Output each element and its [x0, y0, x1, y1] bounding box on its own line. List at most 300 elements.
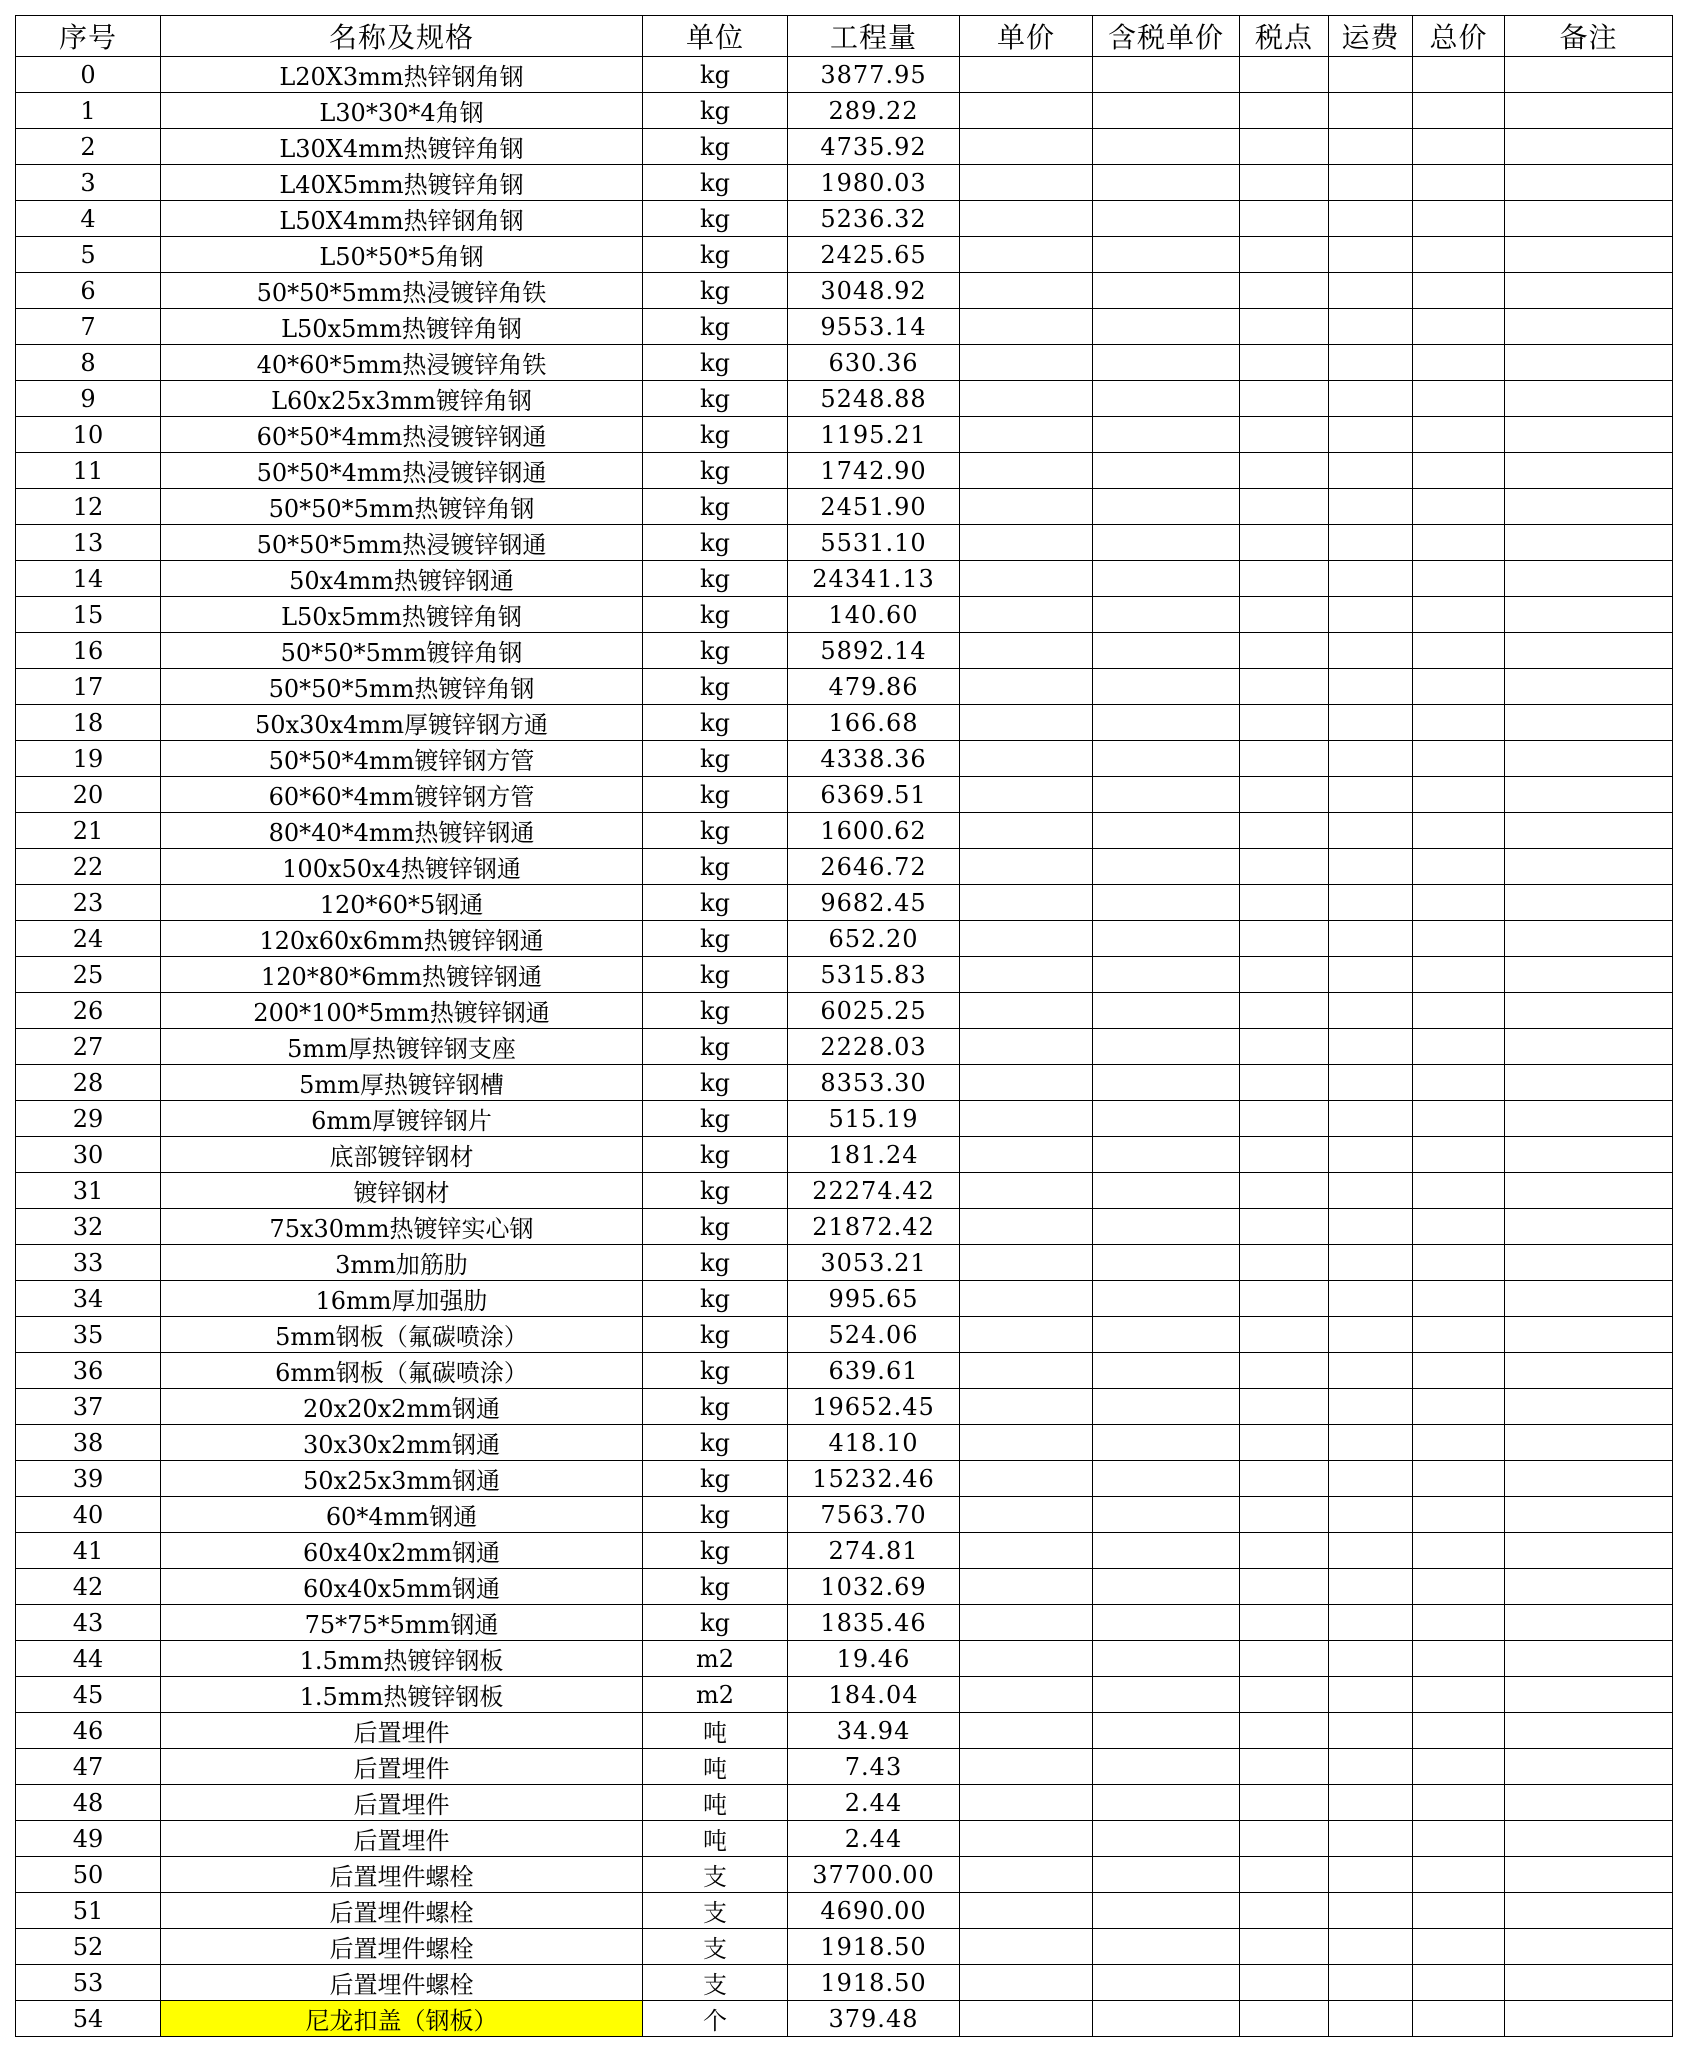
- cell-tax-rate[interactable]: [1240, 1425, 1329, 1461]
- cell-tax-rate[interactable]: [1240, 57, 1329, 93]
- cell-quantity[interactable]: 15232.46: [788, 1461, 960, 1497]
- cell-quantity[interactable]: 524.06: [788, 1317, 960, 1353]
- cell-unit-price[interactable]: [960, 165, 1093, 201]
- cell-no[interactable]: 28: [16, 1065, 161, 1101]
- cell-name[interactable]: 50*50*5mm镀锌角钢: [161, 633, 643, 669]
- cell-total[interactable]: [1413, 1749, 1505, 1785]
- cell-no[interactable]: 11: [16, 453, 161, 489]
- cell-freight[interactable]: [1329, 705, 1413, 741]
- cell-total[interactable]: [1413, 417, 1505, 453]
- cell-unit-price[interactable]: [960, 1785, 1093, 1821]
- cell-remarks[interactable]: [1505, 273, 1673, 309]
- cell-freight[interactable]: [1329, 1029, 1413, 1065]
- cell-quantity[interactable]: 274.81: [788, 1533, 960, 1569]
- cell-tax-unit-price[interactable]: [1093, 705, 1240, 741]
- cell-tax-rate[interactable]: [1240, 561, 1329, 597]
- cell-unit[interactable]: kg: [643, 633, 788, 669]
- cell-unit[interactable]: 吨: [643, 1749, 788, 1785]
- cell-no[interactable]: 20: [16, 777, 161, 813]
- cell-total[interactable]: [1413, 813, 1505, 849]
- cell-tax-rate[interactable]: [1240, 1893, 1329, 1929]
- cell-no[interactable]: 3: [16, 165, 161, 201]
- cell-unit-price[interactable]: [960, 1065, 1093, 1101]
- cell-quantity[interactable]: 2425.65: [788, 237, 960, 273]
- cell-remarks[interactable]: [1505, 381, 1673, 417]
- cell-tax-unit-price[interactable]: [1093, 2001, 1240, 2037]
- cell-tax-unit-price[interactable]: [1093, 525, 1240, 561]
- cell-quantity[interactable]: 639.61: [788, 1353, 960, 1389]
- cell-unit[interactable]: kg: [643, 345, 788, 381]
- cell-quantity[interactable]: 1742.90: [788, 453, 960, 489]
- cell-name[interactable]: 5mm厚热镀锌钢支座: [161, 1029, 643, 1065]
- cell-freight[interactable]: [1329, 1893, 1413, 1929]
- cell-freight[interactable]: [1329, 1605, 1413, 1641]
- cell-tax-unit-price[interactable]: [1093, 1281, 1240, 1317]
- cell-total[interactable]: [1413, 1785, 1505, 1821]
- cell-name[interactable]: 75x30mm热镀锌实心钢: [161, 1209, 643, 1245]
- cell-name[interactable]: 50*50*4mm热浸镀锌钢通: [161, 453, 643, 489]
- cell-unit-price[interactable]: [960, 1569, 1093, 1605]
- cell-remarks[interactable]: [1505, 1137, 1673, 1173]
- cell-total[interactable]: [1413, 777, 1505, 813]
- cell-tax-rate[interactable]: [1240, 1857, 1329, 1893]
- cell-unit-price[interactable]: [960, 921, 1093, 957]
- cell-unit[interactable]: kg: [643, 1353, 788, 1389]
- cell-name[interactable]: L50X4mm热锌钢角钢: [161, 201, 643, 237]
- cell-tax-unit-price[interactable]: [1093, 1497, 1240, 1533]
- cell-no[interactable]: 39: [16, 1461, 161, 1497]
- cell-quantity[interactable]: 2.44: [788, 1785, 960, 1821]
- cell-no[interactable]: 26: [16, 993, 161, 1029]
- cell-freight[interactable]: [1329, 921, 1413, 957]
- cell-no[interactable]: 15: [16, 597, 161, 633]
- cell-unit[interactable]: kg: [643, 1605, 788, 1641]
- cell-quantity[interactable]: 34.94: [788, 1713, 960, 1749]
- cell-unit-price[interactable]: [960, 705, 1093, 741]
- cell-quantity[interactable]: 4338.36: [788, 741, 960, 777]
- cell-name[interactable]: L50x5mm热镀锌角钢: [161, 309, 643, 345]
- cell-no[interactable]: 21: [16, 813, 161, 849]
- cell-remarks[interactable]: [1505, 1857, 1673, 1893]
- cell-remarks[interactable]: [1505, 597, 1673, 633]
- cell-tax-rate[interactable]: [1240, 345, 1329, 381]
- cell-freight[interactable]: [1329, 1461, 1413, 1497]
- cell-unit-price[interactable]: [960, 1677, 1093, 1713]
- cell-total[interactable]: [1413, 1389, 1505, 1425]
- cell-total[interactable]: [1413, 561, 1505, 597]
- cell-tax-unit-price[interactable]: [1093, 1389, 1240, 1425]
- cell-tax-rate[interactable]: [1240, 957, 1329, 993]
- cell-remarks[interactable]: [1505, 1281, 1673, 1317]
- cell-unit-price[interactable]: [960, 1641, 1093, 1677]
- cell-unit-price[interactable]: [960, 849, 1093, 885]
- cell-tax-rate[interactable]: [1240, 1065, 1329, 1101]
- cell-freight[interactable]: [1329, 1713, 1413, 1749]
- cell-unit[interactable]: kg: [643, 957, 788, 993]
- cell-freight[interactable]: [1329, 1101, 1413, 1137]
- cell-name[interactable]: 后置埋件: [161, 1821, 643, 1857]
- cell-no[interactable]: 33: [16, 1245, 161, 1281]
- cell-unit-price[interactable]: [960, 1893, 1093, 1929]
- cell-total[interactable]: [1413, 309, 1505, 345]
- cell-tax-unit-price[interactable]: [1093, 1461, 1240, 1497]
- cell-tax-unit-price[interactable]: [1093, 813, 1240, 849]
- cell-tax-unit-price[interactable]: [1093, 1137, 1240, 1173]
- cell-quantity[interactable]: 1980.03: [788, 165, 960, 201]
- cell-tax-rate[interactable]: [1240, 453, 1329, 489]
- cell-remarks[interactable]: [1505, 813, 1673, 849]
- cell-unit-price[interactable]: [960, 129, 1093, 165]
- cell-unit-price[interactable]: [960, 1533, 1093, 1569]
- cell-freight[interactable]: [1329, 1281, 1413, 1317]
- cell-tax-unit-price[interactable]: [1093, 381, 1240, 417]
- cell-quantity[interactable]: 1600.62: [788, 813, 960, 849]
- cell-no[interactable]: 16: [16, 633, 161, 669]
- cell-quantity[interactable]: 3048.92: [788, 273, 960, 309]
- cell-freight[interactable]: [1329, 417, 1413, 453]
- cell-total[interactable]: [1413, 1533, 1505, 1569]
- cell-tax-rate[interactable]: [1240, 1569, 1329, 1605]
- cell-tax-rate[interactable]: [1240, 1137, 1329, 1173]
- cell-tax-rate[interactable]: [1240, 93, 1329, 129]
- cell-no[interactable]: 38: [16, 1425, 161, 1461]
- cell-total[interactable]: [1413, 1425, 1505, 1461]
- cell-unit-price[interactable]: [960, 741, 1093, 777]
- cell-name[interactable]: 60x40x2mm钢通: [161, 1533, 643, 1569]
- cell-tax-rate[interactable]: [1240, 417, 1329, 453]
- cell-no[interactable]: 6: [16, 273, 161, 309]
- cell-quantity[interactable]: 22274.42: [788, 1173, 960, 1209]
- cell-freight[interactable]: [1329, 669, 1413, 705]
- cell-no[interactable]: 1: [16, 93, 161, 129]
- cell-unit[interactable]: kg: [643, 1533, 788, 1569]
- cell-quantity[interactable]: 5248.88: [788, 381, 960, 417]
- cell-tax-rate[interactable]: [1240, 1821, 1329, 1857]
- cell-unit[interactable]: 支: [643, 1857, 788, 1893]
- cell-unit-price[interactable]: [960, 993, 1093, 1029]
- cell-total[interactable]: [1413, 237, 1505, 273]
- cell-tax-unit-price[interactable]: [1093, 1893, 1240, 1929]
- cell-remarks[interactable]: [1505, 1173, 1673, 1209]
- cell-remarks[interactable]: [1505, 1677, 1673, 1713]
- cell-tax-unit-price[interactable]: [1093, 885, 1240, 921]
- cell-total[interactable]: [1413, 201, 1505, 237]
- cell-total[interactable]: [1413, 849, 1505, 885]
- cell-total[interactable]: [1413, 165, 1505, 201]
- cell-name[interactable]: 16mm厚加强肋: [161, 1281, 643, 1317]
- cell-total[interactable]: [1413, 1029, 1505, 1065]
- cell-no[interactable]: 32: [16, 1209, 161, 1245]
- cell-unit-price[interactable]: [960, 1245, 1093, 1281]
- cell-total[interactable]: [1413, 921, 1505, 957]
- cell-name[interactable]: 后置埋件: [161, 1713, 643, 1749]
- cell-name[interactable]: 后置埋件: [161, 1785, 643, 1821]
- cell-quantity[interactable]: 7.43: [788, 1749, 960, 1785]
- cell-unit-price[interactable]: [960, 1605, 1093, 1641]
- cell-name[interactable]: L20X3mm热锌钢角钢: [161, 57, 643, 93]
- cell-remarks[interactable]: [1505, 1965, 1673, 2001]
- cell-remarks[interactable]: [1505, 1929, 1673, 1965]
- header-freight[interactable]: 运费: [1329, 16, 1413, 57]
- cell-freight[interactable]: [1329, 741, 1413, 777]
- cell-tax-rate[interactable]: [1240, 1497, 1329, 1533]
- cell-unit[interactable]: kg: [643, 1209, 788, 1245]
- cell-unit-price[interactable]: [960, 885, 1093, 921]
- cell-tax-unit-price[interactable]: [1093, 201, 1240, 237]
- cell-no[interactable]: 53: [16, 1965, 161, 2001]
- cell-quantity[interactable]: 5531.10: [788, 525, 960, 561]
- cell-unit[interactable]: 个: [643, 2001, 788, 2037]
- cell-no[interactable]: 47: [16, 1749, 161, 1785]
- cell-unit[interactable]: kg: [643, 1029, 788, 1065]
- cell-remarks[interactable]: [1505, 1065, 1673, 1101]
- cell-freight[interactable]: [1329, 1785, 1413, 1821]
- cell-tax-rate[interactable]: [1240, 1929, 1329, 1965]
- cell-freight[interactable]: [1329, 525, 1413, 561]
- cell-tax-unit-price[interactable]: [1093, 345, 1240, 381]
- cell-unit-price[interactable]: [960, 777, 1093, 813]
- cell-quantity[interactable]: 2451.90: [788, 489, 960, 525]
- cell-total[interactable]: [1413, 1821, 1505, 1857]
- cell-total[interactable]: [1413, 597, 1505, 633]
- cell-remarks[interactable]: [1505, 201, 1673, 237]
- cell-unit-price[interactable]: [960, 669, 1093, 705]
- cell-unit-price[interactable]: [960, 309, 1093, 345]
- cell-freight[interactable]: [1329, 1965, 1413, 2001]
- cell-freight[interactable]: [1329, 489, 1413, 525]
- cell-tax-unit-price[interactable]: [1093, 453, 1240, 489]
- cell-tax-rate[interactable]: [1240, 1173, 1329, 1209]
- cell-remarks[interactable]: [1505, 1101, 1673, 1137]
- cell-name[interactable]: 50x30x4mm厚镀锌钢方通: [161, 705, 643, 741]
- cell-tax-unit-price[interactable]: [1093, 1173, 1240, 1209]
- cell-unit-price[interactable]: [960, 1173, 1093, 1209]
- cell-quantity[interactable]: 7563.70: [788, 1497, 960, 1533]
- header-total[interactable]: 总价: [1413, 16, 1505, 57]
- cell-tax-unit-price[interactable]: [1093, 633, 1240, 669]
- cell-no[interactable]: 25: [16, 957, 161, 993]
- cell-freight[interactable]: [1329, 1497, 1413, 1533]
- header-tax-unit-price[interactable]: 含税单价: [1093, 16, 1240, 57]
- cell-quantity[interactable]: 1195.21: [788, 417, 960, 453]
- cell-no[interactable]: 43: [16, 1605, 161, 1641]
- cell-name[interactable]: 50*50*5mm热镀锌角钢: [161, 669, 643, 705]
- cell-tax-unit-price[interactable]: [1093, 777, 1240, 813]
- cell-remarks[interactable]: [1505, 1749, 1673, 1785]
- cell-tax-unit-price[interactable]: [1093, 57, 1240, 93]
- cell-tax-rate[interactable]: [1240, 1101, 1329, 1137]
- cell-name[interactable]: 6mm厚镀锌钢片: [161, 1101, 643, 1137]
- cell-quantity[interactable]: 289.22: [788, 93, 960, 129]
- cell-no[interactable]: 27: [16, 1029, 161, 1065]
- cell-tax-unit-price[interactable]: [1093, 741, 1240, 777]
- cell-name[interactable]: 60*50*4mm热浸镀锌钢通: [161, 417, 643, 453]
- cell-quantity[interactable]: 181.24: [788, 1137, 960, 1173]
- cell-name[interactable]: 200*100*5mm热镀锌钢通: [161, 993, 643, 1029]
- cell-unit[interactable]: kg: [643, 1245, 788, 1281]
- cell-quantity[interactable]: 9682.45: [788, 885, 960, 921]
- cell-remarks[interactable]: [1505, 1389, 1673, 1425]
- cell-remarks[interactable]: [1505, 561, 1673, 597]
- cell-no[interactable]: 29: [16, 1101, 161, 1137]
- cell-no[interactable]: 17: [16, 669, 161, 705]
- cell-quantity[interactable]: 6369.51: [788, 777, 960, 813]
- cell-tax-unit-price[interactable]: [1093, 1713, 1240, 1749]
- cell-freight[interactable]: [1329, 1245, 1413, 1281]
- cell-name[interactable]: 120*60*5钢通: [161, 885, 643, 921]
- cell-tax-rate[interactable]: [1240, 1245, 1329, 1281]
- cell-freight[interactable]: [1329, 1929, 1413, 1965]
- cell-total[interactable]: [1413, 1857, 1505, 1893]
- cell-unit-price[interactable]: [960, 381, 1093, 417]
- cell-name[interactable]: 5mm厚热镀锌钢槽: [161, 1065, 643, 1101]
- cell-quantity[interactable]: 630.36: [788, 345, 960, 381]
- cell-name[interactable]: 镀锌钢材: [161, 1173, 643, 1209]
- cell-unit-price[interactable]: [960, 201, 1093, 237]
- cell-tax-unit-price[interactable]: [1093, 1821, 1240, 1857]
- cell-tax-rate[interactable]: [1240, 1209, 1329, 1245]
- cell-unit-price[interactable]: [960, 633, 1093, 669]
- cell-tax-rate[interactable]: [1240, 813, 1329, 849]
- cell-tax-unit-price[interactable]: [1093, 309, 1240, 345]
- cell-tax-rate[interactable]: [1240, 309, 1329, 345]
- cell-tax-unit-price[interactable]: [1093, 669, 1240, 705]
- cell-unit-price[interactable]: [960, 237, 1093, 273]
- cell-unit[interactable]: kg: [643, 1173, 788, 1209]
- header-unit-price[interactable]: 单价: [960, 16, 1093, 57]
- cell-unit-price[interactable]: [960, 345, 1093, 381]
- cell-total[interactable]: [1413, 1281, 1505, 1317]
- cell-total[interactable]: [1413, 93, 1505, 129]
- cell-no[interactable]: 13: [16, 525, 161, 561]
- cell-name[interactable]: L50x5mm热镀锌角钢: [161, 597, 643, 633]
- cell-unit[interactable]: kg: [643, 1317, 788, 1353]
- cell-tax-rate[interactable]: [1240, 597, 1329, 633]
- cell-no[interactable]: 9: [16, 381, 161, 417]
- cell-name[interactable]: L30X4mm热镀锌角钢: [161, 129, 643, 165]
- cell-quantity[interactable]: 21872.42: [788, 1209, 960, 1245]
- cell-quantity[interactable]: 5315.83: [788, 957, 960, 993]
- cell-unit-price[interactable]: [960, 1425, 1093, 1461]
- cell-unit-price[interactable]: [960, 561, 1093, 597]
- cell-name[interactable]: 75*75*5mm钢通: [161, 1605, 643, 1641]
- cell-unit-price[interactable]: [960, 489, 1093, 525]
- cell-total[interactable]: [1413, 669, 1505, 705]
- cell-no[interactable]: 45: [16, 1677, 161, 1713]
- cell-tax-unit-price[interactable]: [1093, 1569, 1240, 1605]
- cell-unit[interactable]: kg: [643, 1425, 788, 1461]
- cell-quantity[interactable]: 1032.69: [788, 1569, 960, 1605]
- header-remarks[interactable]: 备注: [1505, 16, 1673, 57]
- cell-total[interactable]: [1413, 2001, 1505, 2037]
- cell-remarks[interactable]: [1505, 57, 1673, 93]
- cell-unit[interactable]: kg: [643, 1461, 788, 1497]
- cell-remarks[interactable]: [1505, 1461, 1673, 1497]
- cell-unit-price[interactable]: [960, 1965, 1093, 2001]
- cell-remarks[interactable]: [1505, 1425, 1673, 1461]
- cell-no[interactable]: 51: [16, 1893, 161, 1929]
- cell-unit[interactable]: 支: [643, 1965, 788, 2001]
- cell-tax-rate[interactable]: [1240, 1029, 1329, 1065]
- cell-freight[interactable]: [1329, 1353, 1413, 1389]
- cell-total[interactable]: [1413, 1641, 1505, 1677]
- cell-remarks[interactable]: [1505, 345, 1673, 381]
- cell-quantity[interactable]: 379.48: [788, 2001, 960, 2037]
- cell-name[interactable]: 1.5mm热镀锌钢板: [161, 1641, 643, 1677]
- cell-name[interactable]: 后置埋件: [161, 1749, 643, 1785]
- cell-total[interactable]: [1413, 1461, 1505, 1497]
- cell-total[interactable]: [1413, 1569, 1505, 1605]
- cell-no[interactable]: 22: [16, 849, 161, 885]
- cell-unit-price[interactable]: [960, 1101, 1093, 1137]
- cell-no[interactable]: 40: [16, 1497, 161, 1533]
- cell-tax-unit-price[interactable]: [1093, 1101, 1240, 1137]
- cell-name[interactable]: 3mm加筋肋: [161, 1245, 643, 1281]
- cell-remarks[interactable]: [1505, 1533, 1673, 1569]
- cell-tax-unit-price[interactable]: [1093, 1965, 1240, 2001]
- cell-unit-price[interactable]: [960, 1317, 1093, 1353]
- cell-remarks[interactable]: [1505, 993, 1673, 1029]
- cell-remarks[interactable]: [1505, 1209, 1673, 1245]
- cell-unit[interactable]: kg: [643, 597, 788, 633]
- cell-tax-rate[interactable]: [1240, 921, 1329, 957]
- cell-unit-price[interactable]: [960, 1029, 1093, 1065]
- cell-quantity[interactable]: 418.10: [788, 1425, 960, 1461]
- cell-unit[interactable]: kg: [643, 309, 788, 345]
- cell-no[interactable]: 30: [16, 1137, 161, 1173]
- cell-total[interactable]: [1413, 381, 1505, 417]
- cell-freight[interactable]: [1329, 1065, 1413, 1101]
- cell-freight[interactable]: [1329, 57, 1413, 93]
- cell-name[interactable]: 120*80*6mm热镀锌钢通: [161, 957, 643, 993]
- cell-unit-price[interactable]: [960, 453, 1093, 489]
- cell-freight[interactable]: [1329, 885, 1413, 921]
- cell-remarks[interactable]: [1505, 849, 1673, 885]
- cell-remarks[interactable]: [1505, 237, 1673, 273]
- cell-name[interactable]: 6mm钢板（氟碳喷涂）: [161, 1353, 643, 1389]
- cell-quantity[interactable]: 19.46: [788, 1641, 960, 1677]
- cell-unit-price[interactable]: [960, 1209, 1093, 1245]
- cell-quantity[interactable]: 4690.00: [788, 1893, 960, 1929]
- cell-no[interactable]: 5: [16, 237, 161, 273]
- cell-total[interactable]: [1413, 1065, 1505, 1101]
- cell-unit[interactable]: m2: [643, 1677, 788, 1713]
- cell-unit[interactable]: kg: [643, 1281, 788, 1317]
- cell-total[interactable]: [1413, 489, 1505, 525]
- cell-quantity[interactable]: 184.04: [788, 1677, 960, 1713]
- cell-tax-rate[interactable]: [1240, 633, 1329, 669]
- cell-tax-unit-price[interactable]: [1093, 1353, 1240, 1389]
- cell-unit[interactable]: kg: [643, 129, 788, 165]
- cell-total[interactable]: [1413, 1713, 1505, 1749]
- cell-quantity[interactable]: 4735.92: [788, 129, 960, 165]
- cell-remarks[interactable]: [1505, 1029, 1673, 1065]
- cell-no[interactable]: 50: [16, 1857, 161, 1893]
- cell-no[interactable]: 8: [16, 345, 161, 381]
- cell-no[interactable]: 41: [16, 1533, 161, 1569]
- cell-freight[interactable]: [1329, 201, 1413, 237]
- cell-remarks[interactable]: [1505, 921, 1673, 957]
- cell-name[interactable]: 后置埋件螺栓: [161, 1965, 643, 2001]
- cell-total[interactable]: [1413, 345, 1505, 381]
- cell-tax-rate[interactable]: [1240, 129, 1329, 165]
- cell-freight[interactable]: [1329, 1137, 1413, 1173]
- cell-freight[interactable]: [1329, 453, 1413, 489]
- cell-unit-price[interactable]: [960, 957, 1093, 993]
- cell-freight[interactable]: [1329, 1533, 1413, 1569]
- cell-name[interactable]: 30x30x2mm钢通: [161, 1425, 643, 1461]
- cell-total[interactable]: [1413, 1893, 1505, 1929]
